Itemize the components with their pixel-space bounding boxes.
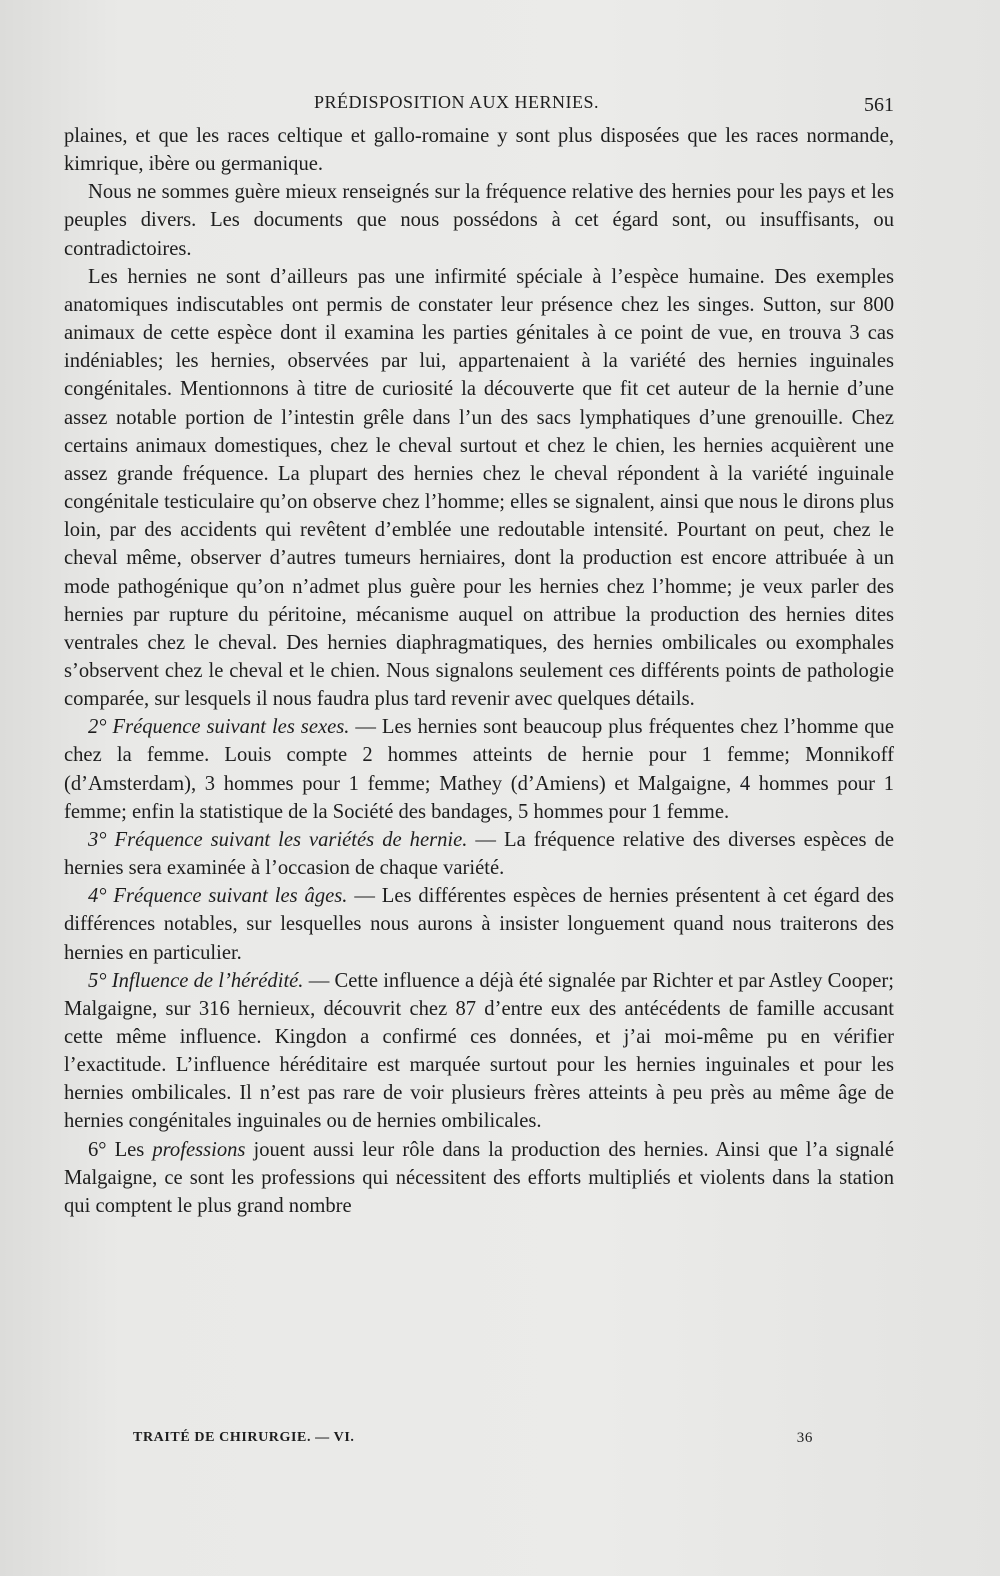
paragraph-1: plaines, et que les races celtique et gallo-romaine y sont plus disposées que les races normande, kimrique, ibère ou germanique. [64,125,894,176]
paragraph-heredite: 5° Influence de l’hérédité. — Cette influence a déjà été signalée par Richter et par Astley Cooper; Malgaigne, sur 316 hernieux, découvrit chez 87 d’entre eux des antécédents de famille accusant cette même influence. Kingdon a confirmé ces données, et j’ai moi-même pu en vérifier l’exactitude. L’influence héréditaire est marquée surtout pour les hernies inguinales et pour les hernies ombilicales. Il n’est pas rare de voir plusieurs frères atteints à peu près au même âge de hernies congénitales inguinales ou de hernies ombilicales. [64,969,895,1133]
page-footer [133,1430,813,1452]
paragraph-2: Nous ne sommes guère mieux renseignés sur la fréquence relative des hernies pour les pays et les peuples divers. Les documents que nous possédons à cet égard sont, ou insuffisants, ou contradictoires. [64,181,894,260]
paragraph-3: Les hernies ne sont d’ailleurs pas une infirmité spéciale à l’espèce humaine. Des exemples anatomiques indiscutables ont permis de constater leur présence chez les singes. Sutton, sur 800 animaux de cette espèce dont il examina les parties génitales à ce point de vue, en trouva 3 cas indéniables; les hernies, observées par lui, appartenaient à la variété des hernies inguinales congénitales. Mentionnons à titre de curiosité la découverte que fit cet auteur de la hernie d’une assez notable portion de l’intestin grêle dans l’un des sacs lymphatiques d’une grenouille. Chez certains animaux domestiques, chez le cheval surtout et chez le chien, les hernies acquièrent une assez grande fréquence. La plupart des hernies chez le cheval répondent à la variété inguinale congénitale testiculaire qu’on observe chez l’homme; elles se signalent, ainsi que nous le dirons plus loin, par des accidents qui revêtent d’emblée une redoutable intensité. Pourtant on peut, chez le cheval même, observer d’autres tumeurs herniaires, dont la production est encore attribuée à un mode pathogénique qu’on n’admet plus guère pour les hernies chez l’homme; je veux parler des hernies par rupture du péritoine, mécanisme auquel on attribue la production des hernies dites ventrales chez le cheval. Des hernies diaphragmatiques, des hernies ombilicales ou exomphales s’observent chez le cheval et le chien. Nous signalons seulement ces différents points de pathologie comparée, sur lesquels il nous faudra plus tard revenir avec quelques détails. [64,265,894,711]
paragraph-ages: 4° Fréquence suivant les âges. — Les différentes espèces de hernies présentent à cet égard des différences notables, sur lesquelles nous aurons à insister longuement quand nous traiterons des hernies en particulier. [64,885,894,964]
section-heading: 2° Fréquence suivant les sexes. [88,716,350,739]
book-title: TRAITÉ DE CHIRURGIE. — VI. [133,1430,355,1445]
section-heading: 5° Influence de l’hérédité. [88,969,304,992]
page-number: 561 [864,94,894,116]
section-heading: professions [152,1138,246,1161]
paragraph-professions: 6° Les professions jouent aussi leur rôle dans la production des hernies. Ainsi que l’a signalé Malgaigne, ce sont les professions qui nécessitent des efforts multipliés et violents dans la station qui comptent le plus grand nombre [64,1138,894,1217]
paragraph-varietes: 3° Fréquence suivant les variétés de hernie. — La fréquence relative des diverses espèces de hernies sera examinée à l’occasion de chaque variété. [64,828,894,880]
section-heading: 3° Fréquence suivant les variétés de hernie. [88,828,468,851]
running-title: PRÉDISPOSITION AUX HERNIES. [314,92,600,112]
section-heading: 4° Fréquence suivant les âges. [88,885,348,908]
body-text [64,122,894,1220]
page-header [64,92,894,122]
signature-mark: 36 [796,1430,813,1446]
paragraph-sexes: 2° Fréquence suivant les sexes. — Les hernies sont beaucoup plus fréquentes chez l’homme que chez la femme. Louis compte 2 hommes atteints de hernie pour 1 femme; Monnikoff (d’Amsterdam), 3 hommes pour 1 femme; Mathey (d’Amiens) et Malgaigne, 4 hommes pour 1 femme; enfin la statistique de la Société des bandages, 5 hommes pour 1 femme. [64,716,894,823]
